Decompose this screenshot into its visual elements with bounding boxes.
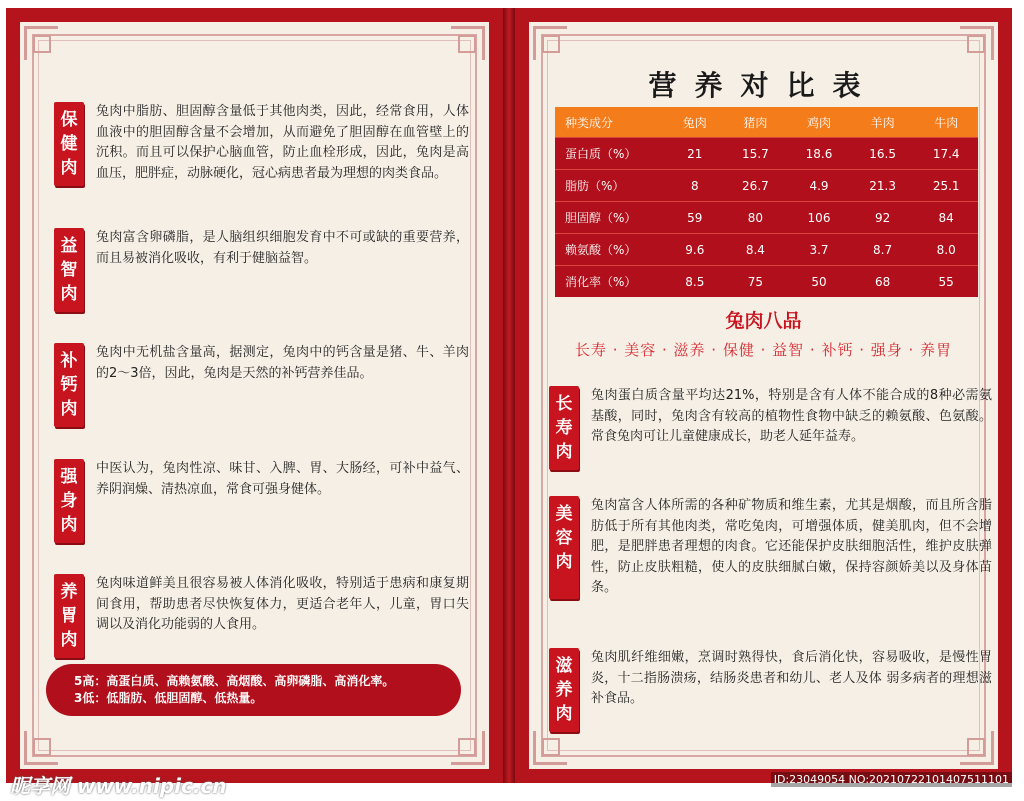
- tag-char: 肉: [60, 630, 78, 650]
- summary-line: 3低：低脂肪、低胆固醇、低热量。: [74, 691, 263, 705]
- section-changshou: [549, 386, 992, 470]
- section-baojian: [54, 102, 469, 186]
- table-cell: 16.5: [851, 138, 915, 170]
- table-cell: 26.7: [724, 170, 788, 202]
- table-header: 种类成分: [555, 107, 666, 138]
- tag-char: 补: [60, 351, 78, 371]
- section-text: 兔肉富含卵磷脂，是人脑组织细胞发育中不可或缺的重要营养，而且易被消化吸收，有利于健脑益智。: [96, 230, 469, 266]
- section-text: 兔肉蛋白质含量平均达21%，特别是含有人体不能合成的8种必需氨基酸，同时，兔肉含有较高的植物性食物中缺乏的赖氨酸、色氨酸。常食兔肉可让儿童健康成长，助老人延年益寿。: [591, 388, 992, 444]
- tag-char: 益: [60, 236, 78, 256]
- corner-ornament: [960, 26, 994, 60]
- table-header-row: [555, 107, 978, 138]
- tag-char: 胃: [60, 606, 78, 626]
- tag-char: 肉: [60, 515, 78, 535]
- table-cell: 80: [724, 202, 788, 234]
- table-cell: 8.7: [851, 234, 915, 266]
- table-header: 羊肉: [851, 107, 915, 138]
- corner-ornament: [24, 26, 58, 60]
- tag-char: 肉: [555, 552, 573, 572]
- section-ziyang: [549, 648, 992, 732]
- section-text: 兔肉中脂肪、胆固醇含量低于其他肉类，因此，经常食用，人体血液中的胆固醇含量不会增加，从而避免了胆固醇在血管壁上的沉积。而且可以保护心脑血管，防止血栓形成，因此，兔肉是高血压，肥胖症，动脉硬化，冠心病患者最为理想的肉类食品。: [96, 104, 469, 181]
- corner-ornament: [451, 731, 485, 765]
- table-row: [555, 138, 978, 170]
- table-row: [555, 202, 978, 234]
- tag-char: 美: [555, 504, 573, 524]
- section-tag: [549, 648, 579, 732]
- summary-line: 5高：高蛋白质、高赖氨酸、高烟酸、高卵磷脂、高消化率。: [74, 674, 395, 688]
- tag-char: 肉: [555, 704, 573, 724]
- watermark-id: ID:23049054 NO:20210722101407511101: [771, 772, 1012, 787]
- table-cell: 消化率（%）: [555, 266, 666, 298]
- table-cell: 蛋白质（%）: [555, 138, 666, 170]
- table-cell: 92: [851, 202, 915, 234]
- watermark-logo: 昵享网 www.nipic.cn: [10, 774, 227, 798]
- section-text: 中医认为，兔肉性凉、味甘、入脾、胃、大肠经，可补中益气、养阴润燥、清热凉血，常食可强身健体。: [96, 461, 469, 497]
- tag-char: 养: [60, 582, 78, 602]
- table-cell: 75: [724, 266, 788, 298]
- table-cell: 9.6: [666, 234, 724, 266]
- eight-benefits-list: 长寿 · 美容 · 滋养 · 保健 · 益智 · 补钙 · 强身 · 养胃: [574, 341, 953, 359]
- table-cell: 8.5: [666, 266, 724, 298]
- section-tag: [54, 574, 84, 658]
- table-cell: 胆固醇（%）: [555, 202, 666, 234]
- table-row: [555, 234, 978, 266]
- left-page: [6, 8, 503, 783]
- table-cell: 21: [666, 138, 724, 170]
- section-bugai: [54, 343, 469, 427]
- table-row: [555, 170, 978, 202]
- section-tag: [54, 343, 84, 427]
- section-tag: [54, 459, 84, 543]
- table-cell: 84: [914, 202, 978, 234]
- table-header: 兔肉: [666, 107, 724, 138]
- table-cell: 8.4: [724, 234, 788, 266]
- tag-char: 肉: [555, 442, 573, 462]
- table-cell: 25.1: [914, 170, 978, 202]
- table-cell: 50: [787, 266, 851, 298]
- table-cell: 赖氨酸（%）: [555, 234, 666, 266]
- tag-char: 钙: [60, 375, 78, 395]
- table-cell: 4.9: [787, 170, 851, 202]
- section-text: 兔肉中无机盐含量高，据测定，兔肉中的钙含量是猪、牛、羊肉的2～3倍，因此，兔肉是天然的补钙营养佳品。: [96, 345, 469, 381]
- right-page: [515, 8, 1012, 783]
- tag-char: 肉: [60, 158, 78, 178]
- tag-char: 长: [555, 394, 573, 414]
- tag-char: 养: [555, 680, 573, 700]
- corner-ornament: [24, 731, 58, 765]
- tag-char: 智: [60, 260, 78, 280]
- tag-char: 肉: [60, 284, 78, 304]
- table-row: [555, 266, 978, 298]
- table-cell: 18.6: [787, 138, 851, 170]
- section-yangwei: [54, 574, 469, 658]
- table-cell: 106: [787, 202, 851, 234]
- table-header: 牛肉: [914, 107, 978, 138]
- table-header: 鸡肉: [787, 107, 851, 138]
- corner-ornament: [533, 731, 567, 765]
- section-tag: [549, 496, 579, 599]
- tag-char: 健: [60, 134, 78, 154]
- table-header: 猪肉: [724, 107, 788, 138]
- corner-ornament: [533, 26, 567, 60]
- section-yizhi: [54, 228, 469, 312]
- corner-ornament: [451, 26, 485, 60]
- table-cell: 17.4: [914, 138, 978, 170]
- table-cell: 8.0: [914, 234, 978, 266]
- table-cell: 8: [666, 170, 724, 202]
- tag-char: 强: [60, 467, 78, 487]
- section-qiangshen: [54, 459, 469, 543]
- section-tag: [549, 386, 579, 470]
- page-title: 营养对比表: [648, 69, 879, 102]
- left-paper: [20, 22, 489, 769]
- section-text: 兔肉肌纤维细嫩，烹调时熟得快，食后消化快，容易吸收，是慢性胃炎，十二指肠溃疡，结肠炎患者和幼儿、老人及体 弱多病者的理想滋补食品。: [591, 650, 992, 706]
- table-cell: 脂肪（%）: [555, 170, 666, 202]
- tag-char: 寿: [555, 418, 573, 438]
- tag-char: 滋: [555, 656, 573, 676]
- book-spine: [503, 8, 515, 783]
- table-cell: 59: [666, 202, 724, 234]
- tag-char: 保: [60, 110, 78, 130]
- corner-ornament: [960, 731, 994, 765]
- section-text: 兔肉富含人体所需的各种矿物质和维生素，尤其是烟酸，而且所含脂肪低于所有其他肉类，常吃兔肉，可增强体质，健美肌肉，但不会增肥，是肥胖患者理想的肉食。它还能保护皮肤细胞活性，维护皮肤弹性，防止皮肤粗糙，使人的皮肤细腻白嫩，保持容颜娇美以及身体苗条。: [591, 498, 992, 595]
- tag-char: 肉: [60, 399, 78, 419]
- section-meirong: [549, 496, 992, 599]
- section-tag: [54, 228, 84, 312]
- summary-banner: [46, 664, 461, 716]
- table-cell: 3.7: [787, 234, 851, 266]
- tag-char: 身: [60, 491, 78, 511]
- eight-benefits-title: 兔肉八品: [725, 310, 802, 332]
- section-tag: [54, 102, 84, 186]
- table-cell: 21.3: [851, 170, 915, 202]
- section-text: 兔肉味道鲜美且很容易被人体消化吸收，特别适于患病和康复期间食用，帮助患者尽快恢复体力，更适合老年人，儿童，胃口失调以及消化功能弱的人食用。: [96, 576, 469, 632]
- tag-char: 容: [555, 528, 573, 548]
- table-cell: 68: [851, 266, 915, 298]
- nutrition-table: [555, 107, 978, 297]
- table-cell: 15.7: [724, 138, 788, 170]
- table-cell: 55: [914, 266, 978, 298]
